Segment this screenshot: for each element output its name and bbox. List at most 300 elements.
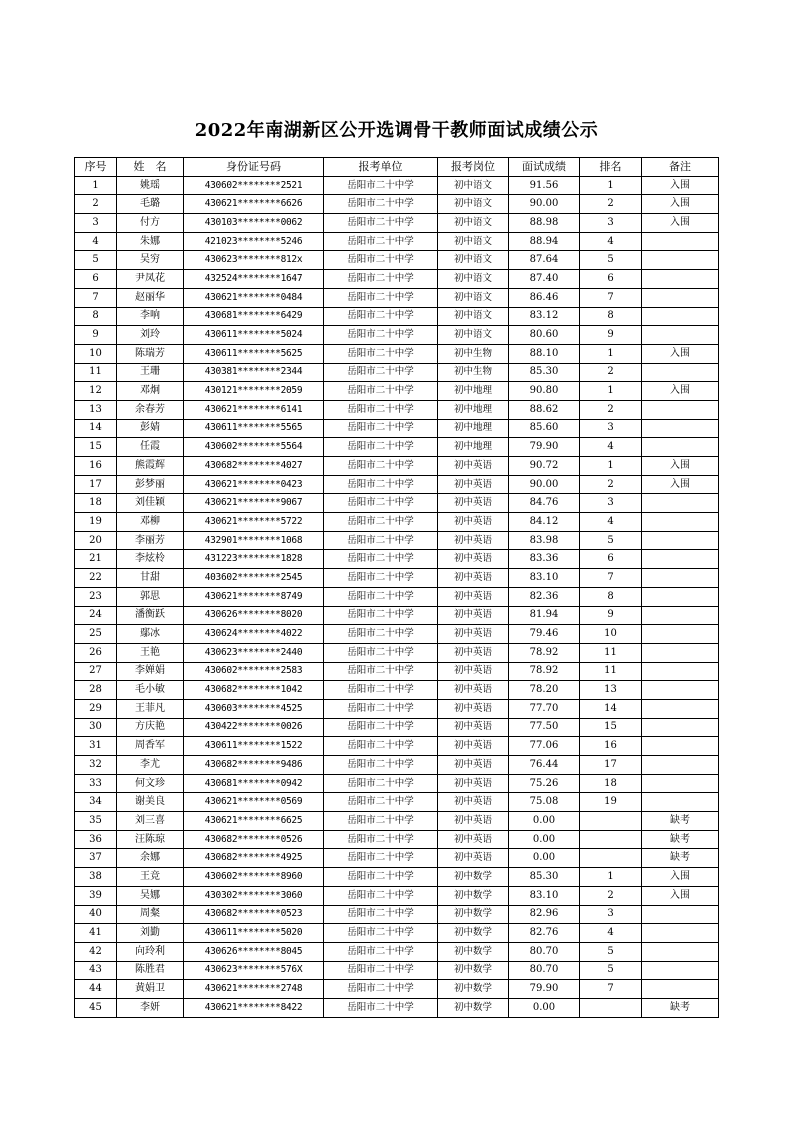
cell-rank: 3 bbox=[580, 905, 642, 924]
cell-note: 缺考 bbox=[642, 998, 719, 1017]
table-row bbox=[75, 550, 719, 569]
cell-id: 430682********9486 bbox=[184, 756, 324, 775]
cell-score: 82.76 bbox=[509, 924, 580, 943]
cell-note: 缺考 bbox=[642, 830, 719, 849]
table-row bbox=[75, 774, 719, 793]
cell-rank bbox=[580, 849, 642, 868]
header-no: 序号 bbox=[75, 158, 117, 177]
cell-name: 余春芳 bbox=[117, 400, 184, 419]
cell-id: 430602********2521 bbox=[184, 176, 324, 195]
cell-name: 尹凤花 bbox=[117, 270, 184, 289]
cell-no: 1 bbox=[75, 176, 117, 195]
cell-unit: 岳阳市二十中学 bbox=[324, 868, 438, 887]
cell-unit: 岳阳市二十中学 bbox=[324, 195, 438, 214]
cell-name: 周香军 bbox=[117, 737, 184, 756]
cell-post: 初中英语 bbox=[438, 756, 509, 775]
cell-score: 85.60 bbox=[509, 419, 580, 438]
cell-unit: 岳阳市二十中学 bbox=[324, 494, 438, 513]
table-row bbox=[75, 587, 719, 606]
cell-id: 421023********5246 bbox=[184, 232, 324, 251]
cell-note bbox=[642, 363, 719, 382]
cell-post: 初中英语 bbox=[438, 662, 509, 681]
cell-rank: 3 bbox=[580, 419, 642, 438]
cell-name: 王珊 bbox=[117, 363, 184, 382]
cell-id: 430623********576X bbox=[184, 961, 324, 980]
cell-post: 初中数学 bbox=[438, 868, 509, 887]
cell-no: 25 bbox=[75, 625, 117, 644]
cell-name: 任霞 bbox=[117, 438, 184, 457]
cell-name: 黄娟卫 bbox=[117, 980, 184, 999]
cell-id: 430623********812x bbox=[184, 251, 324, 270]
cell-post: 初中英语 bbox=[438, 513, 509, 532]
cell-no: 35 bbox=[75, 812, 117, 831]
cell-id: 430624********4022 bbox=[184, 625, 324, 644]
cell-unit: 岳阳市二十中学 bbox=[324, 438, 438, 457]
cell-no: 10 bbox=[75, 344, 117, 363]
table-row bbox=[75, 793, 719, 812]
cell-id: 430682********4027 bbox=[184, 457, 324, 476]
cell-rank: 19 bbox=[580, 793, 642, 812]
cell-post: 初中英语 bbox=[438, 830, 509, 849]
table-row bbox=[75, 942, 719, 961]
cell-note bbox=[642, 924, 719, 943]
cell-name: 邓柳 bbox=[117, 513, 184, 532]
cell-id: 430621********2748 bbox=[184, 980, 324, 999]
cell-name: 李婵娟 bbox=[117, 662, 184, 681]
table-row bbox=[75, 662, 719, 681]
cell-post: 初中英语 bbox=[438, 737, 509, 756]
cell-no: 22 bbox=[75, 569, 117, 588]
cell-unit: 岳阳市二十中学 bbox=[324, 344, 438, 363]
table-row bbox=[75, 756, 719, 775]
cell-no: 27 bbox=[75, 662, 117, 681]
cell-score: 83.98 bbox=[509, 531, 580, 550]
table-row bbox=[75, 363, 719, 382]
cell-no: 17 bbox=[75, 475, 117, 494]
cell-rank: 9 bbox=[580, 606, 642, 625]
header-post: 报考岗位 bbox=[438, 158, 509, 177]
cell-unit: 岳阳市二十中学 bbox=[324, 457, 438, 476]
cell-note: 入围 bbox=[642, 475, 719, 494]
cell-rank: 6 bbox=[580, 270, 642, 289]
cell-rank: 4 bbox=[580, 232, 642, 251]
table-row bbox=[75, 288, 719, 307]
header-id: 身份证号码 bbox=[184, 158, 324, 177]
cell-unit: 岳阳市二十中学 bbox=[324, 942, 438, 961]
cell-note bbox=[642, 625, 719, 644]
cell-name: 方庆艳 bbox=[117, 718, 184, 737]
cell-score: 76.44 bbox=[509, 756, 580, 775]
cell-name: 付方 bbox=[117, 214, 184, 233]
cell-no: 31 bbox=[75, 737, 117, 756]
cell-rank: 2 bbox=[580, 886, 642, 905]
cell-score: 77.06 bbox=[509, 737, 580, 756]
cell-name: 王菲凡 bbox=[117, 699, 184, 718]
table-row bbox=[75, 382, 719, 401]
cell-rank: 1 bbox=[580, 176, 642, 195]
cell-id: 430626********8045 bbox=[184, 942, 324, 961]
table-row bbox=[75, 475, 719, 494]
cell-name: 甘甜 bbox=[117, 569, 184, 588]
cell-score: 88.98 bbox=[509, 214, 580, 233]
cell-post: 初中语文 bbox=[438, 251, 509, 270]
cell-unit: 岳阳市二十中学 bbox=[324, 643, 438, 662]
cell-post: 初中英语 bbox=[438, 457, 509, 476]
cell-note bbox=[642, 232, 719, 251]
cell-name: 谢美良 bbox=[117, 793, 184, 812]
cell-rank: 7 bbox=[580, 980, 642, 999]
cell-unit: 岳阳市二十中学 bbox=[324, 699, 438, 718]
table-row bbox=[75, 625, 719, 644]
table-row bbox=[75, 494, 719, 513]
cell-name: 汪陈琼 bbox=[117, 830, 184, 849]
cell-note bbox=[642, 513, 719, 532]
table-row bbox=[75, 251, 719, 270]
cell-note bbox=[642, 494, 719, 513]
table-row bbox=[75, 606, 719, 625]
cell-id: 432901********1068 bbox=[184, 531, 324, 550]
cell-note bbox=[642, 662, 719, 681]
cell-no: 12 bbox=[75, 382, 117, 401]
score-table bbox=[74, 157, 719, 1018]
cell-id: 430621********6141 bbox=[184, 400, 324, 419]
cell-rank: 8 bbox=[580, 587, 642, 606]
cell-post: 初中英语 bbox=[438, 718, 509, 737]
cell-score: 79.90 bbox=[509, 980, 580, 999]
cell-id: 430611********5565 bbox=[184, 419, 324, 438]
table-row bbox=[75, 513, 719, 532]
cell-rank: 2 bbox=[580, 195, 642, 214]
cell-rank: 5 bbox=[580, 961, 642, 980]
cell-post: 初中英语 bbox=[438, 550, 509, 569]
cell-score: 88.94 bbox=[509, 232, 580, 251]
cell-name: 陈胜君 bbox=[117, 961, 184, 980]
cell-id: 430682********1042 bbox=[184, 681, 324, 700]
cell-post: 初中英语 bbox=[438, 475, 509, 494]
cell-rank bbox=[580, 998, 642, 1017]
cell-id: 430611********5024 bbox=[184, 326, 324, 345]
cell-score: 0.00 bbox=[509, 998, 580, 1017]
cell-score: 85.30 bbox=[509, 363, 580, 382]
table-row bbox=[75, 905, 719, 924]
cell-name: 向玲利 bbox=[117, 942, 184, 961]
cell-note: 入围 bbox=[642, 214, 719, 233]
cell-score: 87.40 bbox=[509, 270, 580, 289]
cell-id: 432524********1647 bbox=[184, 270, 324, 289]
cell-no: 43 bbox=[75, 961, 117, 980]
cell-name: 余娜 bbox=[117, 849, 184, 868]
cell-name: 王竞 bbox=[117, 868, 184, 887]
cell-no: 14 bbox=[75, 419, 117, 438]
cell-id: 430381********2344 bbox=[184, 363, 324, 382]
cell-score: 77.50 bbox=[509, 718, 580, 737]
cell-note bbox=[642, 737, 719, 756]
cell-no: 5 bbox=[75, 251, 117, 270]
cell-unit: 岳阳市二十中学 bbox=[324, 513, 438, 532]
cell-note bbox=[642, 606, 719, 625]
cell-no: 20 bbox=[75, 531, 117, 550]
cell-post: 初中地理 bbox=[438, 419, 509, 438]
table-row bbox=[75, 830, 719, 849]
table-row bbox=[75, 737, 719, 756]
cell-note bbox=[642, 531, 719, 550]
cell-name: 邓炯 bbox=[117, 382, 184, 401]
cell-unit: 岳阳市二十中学 bbox=[324, 961, 438, 980]
cell-unit: 岳阳市二十中学 bbox=[324, 363, 438, 382]
table-row bbox=[75, 176, 719, 195]
cell-post: 初中生物 bbox=[438, 363, 509, 382]
cell-id: 430621********5722 bbox=[184, 513, 324, 532]
cell-post: 初中英语 bbox=[438, 587, 509, 606]
cell-note bbox=[642, 774, 719, 793]
header-score: 面试成绩 bbox=[509, 158, 580, 177]
table-row bbox=[75, 998, 719, 1017]
cell-post: 初中英语 bbox=[438, 625, 509, 644]
cell-no: 24 bbox=[75, 606, 117, 625]
cell-unit: 岳阳市二十中学 bbox=[324, 232, 438, 251]
cell-no: 11 bbox=[75, 363, 117, 382]
cell-post: 初中数学 bbox=[438, 886, 509, 905]
cell-rank: 2 bbox=[580, 475, 642, 494]
cell-note bbox=[642, 699, 719, 718]
cell-id: 430302********3060 bbox=[184, 886, 324, 905]
cell-note bbox=[642, 587, 719, 606]
table-row bbox=[75, 886, 719, 905]
cell-rank: 18 bbox=[580, 774, 642, 793]
cell-name: 熊霞辉 bbox=[117, 457, 184, 476]
cell-name: 姚瑶 bbox=[117, 176, 184, 195]
cell-rank bbox=[580, 812, 642, 831]
cell-unit: 岳阳市二十中学 bbox=[324, 625, 438, 644]
cell-post: 初中地理 bbox=[438, 438, 509, 457]
header-unit: 报考单位 bbox=[324, 158, 438, 177]
cell-rank: 14 bbox=[580, 699, 642, 718]
cell-name: 陈瑞芳 bbox=[117, 344, 184, 363]
header-name: 姓 名 bbox=[117, 158, 184, 177]
cell-rank: 8 bbox=[580, 307, 642, 326]
cell-id: 430611********5625 bbox=[184, 344, 324, 363]
cell-no: 15 bbox=[75, 438, 117, 457]
cell-unit: 岳阳市二十中学 bbox=[324, 718, 438, 737]
cell-name: 朱娜 bbox=[117, 232, 184, 251]
cell-post: 初中英语 bbox=[438, 569, 509, 588]
cell-score: 80.70 bbox=[509, 961, 580, 980]
cell-id: 430621********8422 bbox=[184, 998, 324, 1017]
cell-unit: 岳阳市二十中学 bbox=[324, 812, 438, 831]
table-row bbox=[75, 849, 719, 868]
cell-rank: 4 bbox=[580, 438, 642, 457]
cell-rank: 11 bbox=[580, 662, 642, 681]
cell-id: 430422********0026 bbox=[184, 718, 324, 737]
cell-post: 初中英语 bbox=[438, 681, 509, 700]
cell-name: 郭思 bbox=[117, 587, 184, 606]
cell-unit: 岳阳市二十中学 bbox=[324, 774, 438, 793]
cell-unit: 岳阳市二十中学 bbox=[324, 531, 438, 550]
cell-id: 430103********0062 bbox=[184, 214, 324, 233]
table-row bbox=[75, 270, 719, 289]
cell-unit: 岳阳市二十中学 bbox=[324, 214, 438, 233]
cell-post: 初中英语 bbox=[438, 531, 509, 550]
cell-no: 45 bbox=[75, 998, 117, 1017]
header-rank: 排名 bbox=[580, 158, 642, 177]
cell-post: 初中数学 bbox=[438, 924, 509, 943]
cell-unit: 岳阳市二十中学 bbox=[324, 980, 438, 999]
cell-post: 初中英语 bbox=[438, 643, 509, 662]
cell-rank: 1 bbox=[580, 344, 642, 363]
cell-score: 78.92 bbox=[509, 643, 580, 662]
cell-unit: 岳阳市二十中学 bbox=[324, 849, 438, 868]
cell-no: 3 bbox=[75, 214, 117, 233]
cell-note bbox=[642, 681, 719, 700]
cell-id: 403602********2545 bbox=[184, 569, 324, 588]
table-row bbox=[75, 195, 719, 214]
cell-unit: 岳阳市二十中学 bbox=[324, 288, 438, 307]
cell-rank: 2 bbox=[580, 363, 642, 382]
cell-score: 79.90 bbox=[509, 438, 580, 457]
table-row bbox=[75, 326, 719, 345]
cell-name: 鄢冰 bbox=[117, 625, 184, 644]
table-row bbox=[75, 868, 719, 887]
cell-post: 初中英语 bbox=[438, 699, 509, 718]
table-row bbox=[75, 569, 719, 588]
cell-score: 83.12 bbox=[509, 307, 580, 326]
cell-id: 430621********6625 bbox=[184, 812, 324, 831]
cell-score: 84.76 bbox=[509, 494, 580, 513]
cell-score: 82.96 bbox=[509, 905, 580, 924]
table-row bbox=[75, 980, 719, 999]
cell-unit: 岳阳市二十中学 bbox=[324, 905, 438, 924]
cell-unit: 岳阳市二十中学 bbox=[324, 382, 438, 401]
cell-id: 430621********0423 bbox=[184, 475, 324, 494]
cell-unit: 岳阳市二十中学 bbox=[324, 251, 438, 270]
cell-unit: 岳阳市二十中学 bbox=[324, 419, 438, 438]
cell-no: 4 bbox=[75, 232, 117, 251]
cell-score: 78.92 bbox=[509, 662, 580, 681]
cell-score: 0.00 bbox=[509, 812, 580, 831]
cell-score: 79.46 bbox=[509, 625, 580, 644]
cell-note: 入围 bbox=[642, 176, 719, 195]
cell-note bbox=[642, 905, 719, 924]
cell-unit: 岳阳市二十中学 bbox=[324, 176, 438, 195]
table-row bbox=[75, 681, 719, 700]
cell-note bbox=[642, 251, 719, 270]
cell-no: 44 bbox=[75, 980, 117, 999]
cell-no: 21 bbox=[75, 550, 117, 569]
cell-unit: 岳阳市二十中学 bbox=[324, 326, 438, 345]
table-row bbox=[75, 307, 719, 326]
cell-score: 82.36 bbox=[509, 587, 580, 606]
cell-name: 赵丽华 bbox=[117, 288, 184, 307]
cell-unit: 岳阳市二十中学 bbox=[324, 307, 438, 326]
cell-id: 430682********0523 bbox=[184, 905, 324, 924]
cell-rank: 13 bbox=[580, 681, 642, 700]
cell-name: 刘玲 bbox=[117, 326, 184, 345]
cell-name: 毛璐 bbox=[117, 195, 184, 214]
cell-post: 初中语文 bbox=[438, 232, 509, 251]
cell-rank: 2 bbox=[580, 400, 642, 419]
table-row bbox=[75, 438, 719, 457]
cell-score: 75.26 bbox=[509, 774, 580, 793]
table-row bbox=[75, 961, 719, 980]
cell-no: 26 bbox=[75, 643, 117, 662]
cell-rank: 1 bbox=[580, 868, 642, 887]
cell-note bbox=[642, 419, 719, 438]
cell-post: 初中语文 bbox=[438, 326, 509, 345]
cell-name: 刘三喜 bbox=[117, 812, 184, 831]
cell-no: 29 bbox=[75, 699, 117, 718]
cell-rank: 6 bbox=[580, 550, 642, 569]
cell-id: 430121********2059 bbox=[184, 382, 324, 401]
cell-id: 430681********6429 bbox=[184, 307, 324, 326]
cell-no: 6 bbox=[75, 270, 117, 289]
cell-unit: 岳阳市二十中学 bbox=[324, 550, 438, 569]
cell-rank: 7 bbox=[580, 288, 642, 307]
cell-unit: 岳阳市二十中学 bbox=[324, 662, 438, 681]
cell-post: 初中英语 bbox=[438, 812, 509, 831]
cell-rank: 5 bbox=[580, 531, 642, 550]
cell-name: 周粲 bbox=[117, 905, 184, 924]
cell-note: 入围 bbox=[642, 382, 719, 401]
cell-id: 430626********8020 bbox=[184, 606, 324, 625]
table-row bbox=[75, 344, 719, 363]
cell-id: 430682********0526 bbox=[184, 830, 324, 849]
cell-no: 39 bbox=[75, 886, 117, 905]
cell-score: 80.70 bbox=[509, 942, 580, 961]
page-title: 2022年南湖新区公开选调骨干教师面试成绩公示 bbox=[194, 120, 599, 141]
cell-id: 430611********5020 bbox=[184, 924, 324, 943]
cell-no: 2 bbox=[75, 195, 117, 214]
cell-post: 初中语文 bbox=[438, 288, 509, 307]
cell-rank: 3 bbox=[580, 214, 642, 233]
cell-note bbox=[642, 400, 719, 419]
cell-no: 36 bbox=[75, 830, 117, 849]
cell-rank: 16 bbox=[580, 737, 642, 756]
cell-score: 0.00 bbox=[509, 849, 580, 868]
cell-note bbox=[642, 718, 719, 737]
cell-unit: 岳阳市二十中学 bbox=[324, 737, 438, 756]
cell-post: 初中数学 bbox=[438, 942, 509, 961]
cell-post: 初中数学 bbox=[438, 961, 509, 980]
cell-name: 吴穷 bbox=[117, 251, 184, 270]
cell-unit: 岳阳市二十中学 bbox=[324, 587, 438, 606]
cell-id: 430602********2583 bbox=[184, 662, 324, 681]
cell-name: 潘衡跃 bbox=[117, 606, 184, 625]
cell-note bbox=[642, 980, 719, 999]
cell-rank: 17 bbox=[580, 756, 642, 775]
table-row bbox=[75, 400, 719, 419]
cell-score: 75.08 bbox=[509, 793, 580, 812]
cell-rank: 4 bbox=[580, 513, 642, 532]
cell-score: 90.80 bbox=[509, 382, 580, 401]
cell-score: 80.60 bbox=[509, 326, 580, 345]
cell-name: 彭婧 bbox=[117, 419, 184, 438]
cell-no: 37 bbox=[75, 849, 117, 868]
cell-post: 初中数学 bbox=[438, 998, 509, 1017]
cell-rank: 4 bbox=[580, 924, 642, 943]
cell-name: 彭梦丽 bbox=[117, 475, 184, 494]
table-row bbox=[75, 812, 719, 831]
cell-rank: 15 bbox=[580, 718, 642, 737]
cell-note bbox=[642, 438, 719, 457]
cell-no: 23 bbox=[75, 587, 117, 606]
cell-score: 83.36 bbox=[509, 550, 580, 569]
cell-note: 缺考 bbox=[642, 849, 719, 868]
cell-rank: 3 bbox=[580, 494, 642, 513]
cell-note bbox=[642, 961, 719, 980]
cell-unit: 岳阳市二十中学 bbox=[324, 924, 438, 943]
cell-rank: 5 bbox=[580, 251, 642, 270]
cell-note: 入围 bbox=[642, 886, 719, 905]
